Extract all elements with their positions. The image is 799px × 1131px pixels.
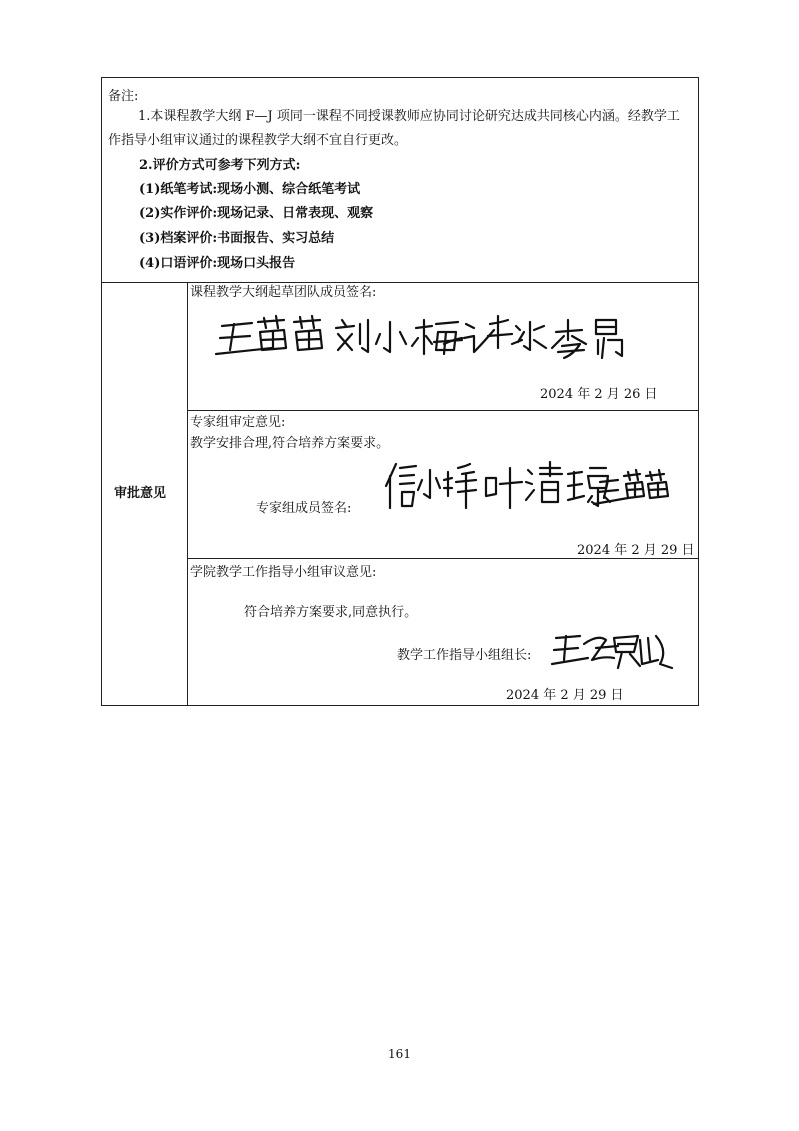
expert-signatures [378,458,678,516]
notes-item-2-title: 2.评价方式可参考下列方式: [139,158,301,173]
row-divider [101,282,699,283]
drafting-title: 课程教学大纲起草团队成员签名: [190,285,377,300]
page-number: 161 [388,1047,411,1061]
college-signature [548,630,680,674]
drafting-date: 2024 年 2 月 26 日 [540,387,658,402]
evaluation-method: (3)档案评价:书面报告、实习总结 [139,231,335,246]
college-title: 学院教学工作指导小组审议意见: [190,565,377,580]
column-divider [187,282,188,706]
evaluation-method: (4)口语评价:现场口头报告 [139,256,296,271]
evaluation-method: (2)实作评价:现场记录、日常表现、观察 [139,206,374,221]
evaluation-method: (1)纸笔考试:现场小测、综合纸笔考试 [139,182,361,197]
college-date: 2024 年 2 月 29 日 [506,688,624,703]
expert-date: 2024 年 2 月 29 日 [577,543,695,558]
expert-sign-label: 专家组成员签名: [256,501,352,516]
row-divider [187,410,699,411]
notes-item-1: 1.本课程教学大纲 F—J 项同一课程不同授课教师应协同讨论研究达成共同核心内涵。经教学工作指导小组审议通过的课程教学大纲不宜自行更改。 [108,109,680,148]
college-sign-label: 教学工作指导小组组长: [397,648,532,663]
expert-title: 专家组审定意见: [190,415,286,430]
approval-label: 审批意见 [114,486,167,501]
expert-opinion: 教学安排合理,符合培养方案要求。 [190,436,390,451]
drafting-signatures [212,314,662,364]
notes-heading: 备注: [108,89,139,104]
college-opinion: 符合培养方案要求,同意执行。 [244,605,418,620]
